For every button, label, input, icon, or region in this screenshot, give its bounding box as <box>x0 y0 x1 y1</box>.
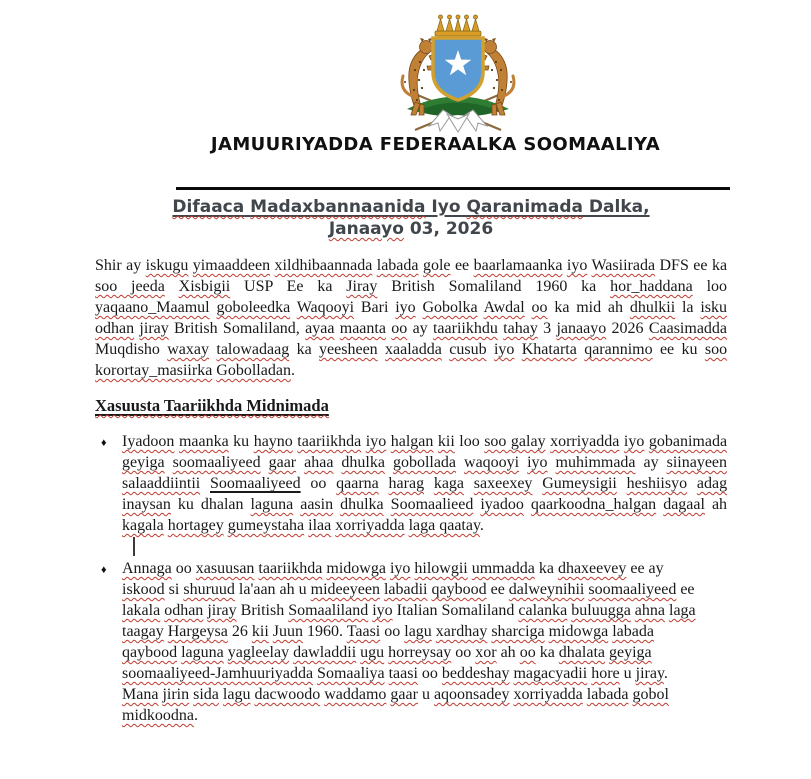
somalia-coat-of-arms-icon <box>391 10 525 138</box>
bullet-1-text[interactable]: Iyadoon maanka ku hayno taariikhda iyo halgan kii loo soo galay xorriyadda iyo gobanimada geyiga soomaaliyeed gaar ahaa dhulka gobollada waqooyi iyo muhimmada ay siinayeen salaaddiintii Soomaaliyeed oo qaarna harag kaga saxeexey Gumeysigii heshiisyo adag inaysan ku dhalan laguna aasin dhulka Soomaalieed iyadoo qaarkoodna_halgan dagaal ah kagala hortagey gumeystaha ilaa xorriyadda laga qaatay. <box>122 433 728 534</box>
subtitle-line-1[interactable]: Difaaca Madaxbannaanida Iyo Qaranimada Dalka, <box>172 197 650 217</box>
bullet-list <box>95 431 727 726</box>
bullet-item-1[interactable] <box>95 431 727 536</box>
document-subtitle[interactable] <box>95 196 727 240</box>
intro-paragraph[interactable]: Shir ay iskugu yimaaddeen xildhibaannada labada gole ee baarlamaanka iyo Wasiirada DFS ee ka soo jeeda Xisbigii USP Ee ka Jiray British Somaliland 1960 ka hor_haddana loo yaqaano_Maamul goboleedka Waqooyi Bari iyo Gobolka Awdal oo ka mid ah dhulkii la isku odhan jiray British Somaliland, ayaa maanta oo ay taariikhdu tahay 3 janaayo 2026 Caasimadda Muqdisho waxay talowadaag ka yeesheen xaaladda cusub iyo Khatarta qarannimo ee ku soo korortay_masiirka Gobolladan. <box>95 257 728 379</box>
section-heading[interactable]: Xasuusta Taariikhda Midnimada <box>95 396 329 415</box>
separator-rule <box>176 187 730 190</box>
bullet-item-2[interactable] <box>95 558 727 726</box>
subtitle-line-2[interactable]: Janaayo 03, 2026 <box>328 219 494 239</box>
bullet-2-text[interactable]: Annaga oo xasuusan taariikhda midowga iyo hilowgii ummadda ka dhaxeevey ee ay iskood si shuruud la'aan ah u mideeyeen labadii qaybood ee dalweynihii soomaaliyeed ee lakala odhan jiray British Somaaliland iyo Italian Somaliland calanka buluugga ahna laga taagay Hargeysa 26 kii Juun 1960. Taasi oo lagu xardhay sharciga midowga labada qaybood laguna yagleelay dawladdii ugu horreysay oo xor ah oo ka dhalata geyiga soomaaliyeed-Jamhuuriyadda Somaaliya taasi oo beddeshay magacyadii hore u jiray. Mana jirin sida lagu dacwoodo waddamo gaar u aqoonsadey xorriyadda labada gobol midkoodna. <box>122 560 696 724</box>
diamond-bullet-icon: ♦ <box>101 564 107 576</box>
text-cursor <box>133 537 135 556</box>
crown-icon <box>435 15 481 36</box>
diamond-bullet-icon: ♦ <box>101 437 107 449</box>
document-body[interactable] <box>95 255 727 748</box>
org-title: JAMUURIYADDA FEDERAALKA SOOMAALIYA <box>210 134 661 155</box>
